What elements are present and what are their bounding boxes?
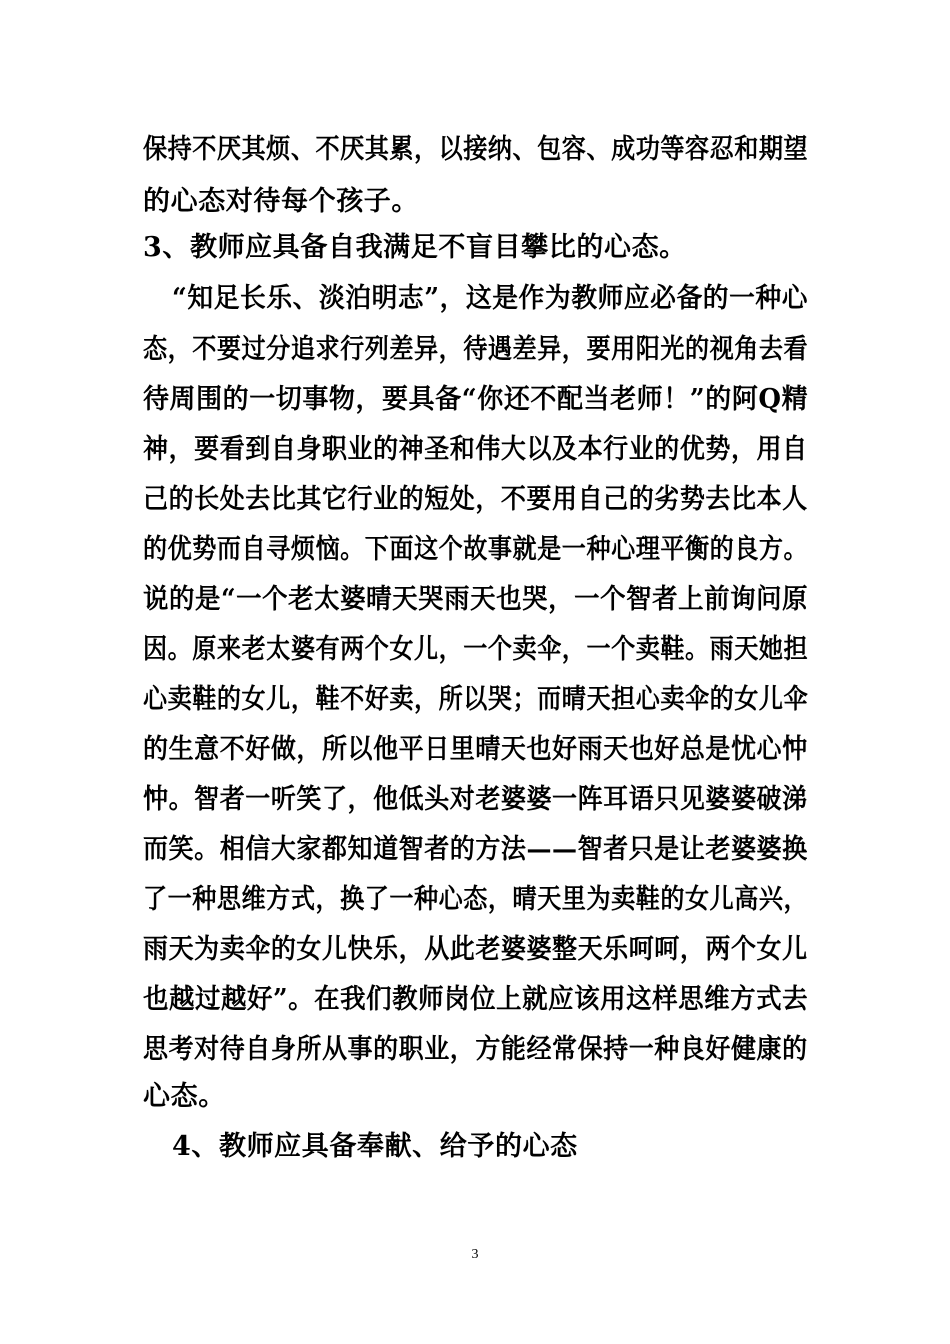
- text-line-10: 说的是“一个老太婆晴天哭雨天也哭，一个智者上前询问原: [143, 584, 809, 615]
- text-line-8: 己的长处去比其它行业的短处，不要用自己的劣势去比本人: [143, 484, 808, 515]
- page-number: 3: [471, 1247, 479, 1262]
- text-line-19: 思考对待自身所从事的职业，方能经常保持一种良好健康的: [143, 1034, 808, 1065]
- section-heading-4: 4、教师应具备奉献、给予的心态: [172, 1131, 578, 1162]
- section-heading-3: 3、教师应具备自我满足不盲目攀比的心态。: [143, 232, 687, 263]
- text-line-4: “知足长乐、淡泊明志”，这是作为教师应必备的一种心: [172, 283, 809, 314]
- text-line-20: 心态。: [143, 1081, 226, 1112]
- text-line-14: 忡。智者一听笑了，他低头对老婆婆一阵耳语只见婆婆破涕: [143, 784, 808, 815]
- text-line-13: 的生意不好做，所以他平日里晴天也好雨天也好总是忧心忡: [143, 734, 808, 765]
- text-line-11: 因。原来老太婆有两个女儿，一个卖伞，一个卖鞋。雨天她担: [143, 634, 809, 665]
- text-line-7: 神，要看到自身职业的神圣和伟大以及本行业的优势，用自: [143, 434, 808, 465]
- text-line-18: 也越过越好”。在我们教师岗位上就应该用这样思维方式去: [143, 984, 809, 1015]
- text-line-2: 的心态对待每个孩子。: [143, 186, 419, 217]
- text-line-1: 保持不厌其烦、不厌其累，以接纳、包容、成功等容忍和期望: [143, 134, 809, 165]
- text-line-12: 心卖鞋的女儿，鞋不好卖，所以哭；而晴天担心卖伞的女儿伞: [143, 684, 809, 715]
- text-line-15: 而笑。相信大家都知道智者的方法——智者只是让老婆婆换: [143, 834, 808, 865]
- text-line-5: 态，不要过分追求行列差异，待遇差异，要用阳光的视角去看: [143, 334, 809, 365]
- text-line-17: 雨天为卖伞的女儿快乐，从此老婆婆整天乐呵呵，两个女儿: [143, 934, 808, 965]
- text-line-9: 的优势而自寻烦恼。下面这个故事就是一种心理平衡的良方。: [143, 534, 809, 565]
- text-line-16: 了一种思维方式，换了一种心态，晴天里为卖鞋的女儿高兴，: [143, 884, 809, 915]
- text-line-6: 待周围的一切事物，要具备“你还不配当老师！”的阿Q精: [143, 384, 809, 415]
